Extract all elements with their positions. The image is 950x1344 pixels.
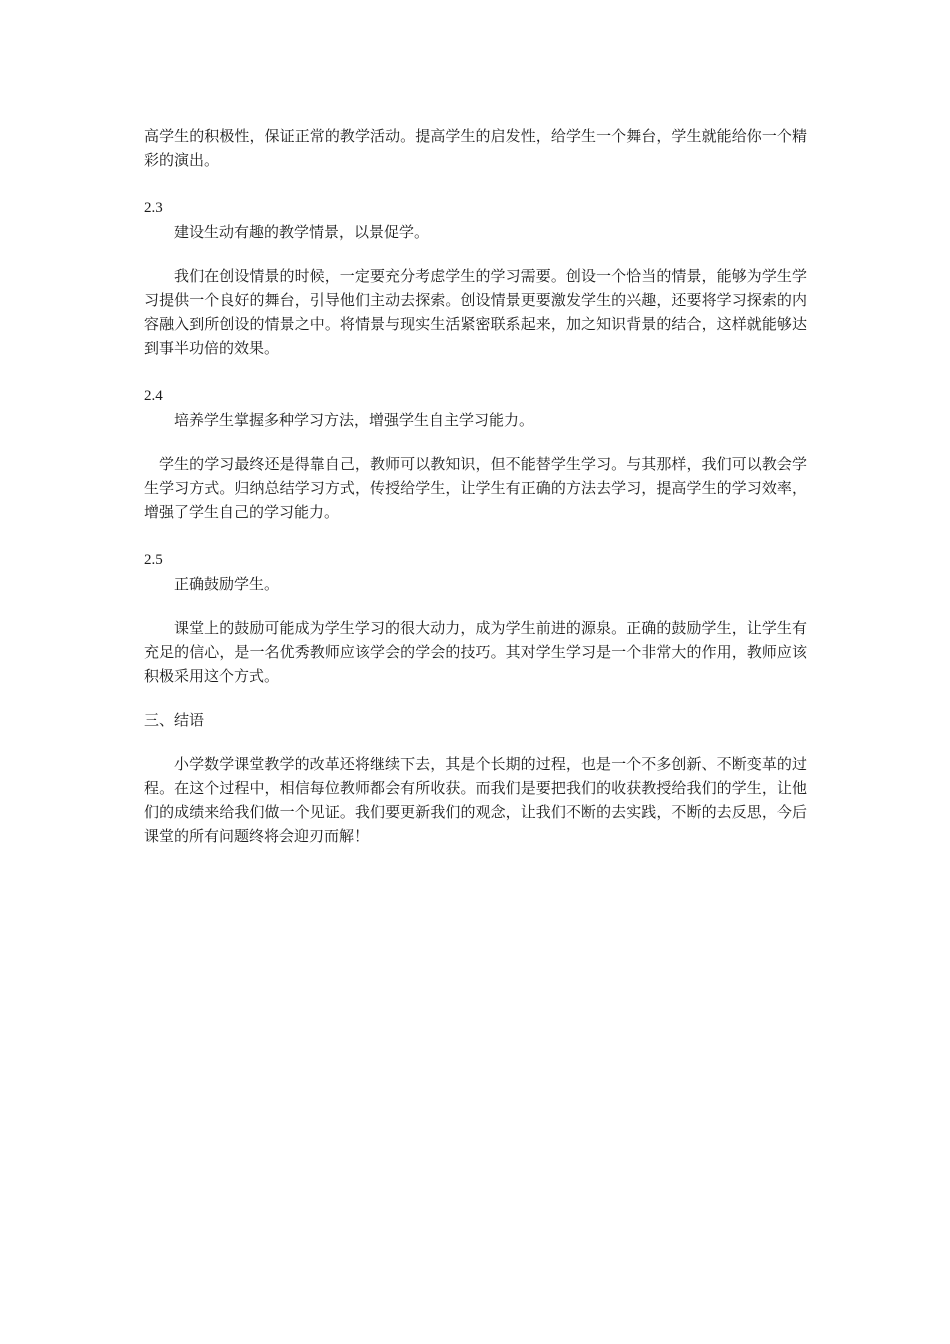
conclusion-heading: 三、结语	[144, 711, 205, 729]
section-body: 我们在创设情景的时候，一定要充分考虑学生的学习需要。创设一个恰当的情景，能够为学生学习提供一个良好的舞台，引导他们主动去探索。创设情景更要激发学生的兴趣，还要将学习探索的内容融入到所创设的情景之中。将情景与现实生活紧密联系起来，加之知识背景的结合，这样就能够达到事半功倍的效果。	[144, 267, 807, 357]
section-number: 2.5	[144, 552, 163, 568]
section-number: 2.4	[144, 388, 163, 404]
spacer	[144, 244, 807, 264]
document-body	[144, 124, 807, 848]
conclusion-body: 小学数学课堂教学的改革还将继续下去，其是个长期的过程，也是一个不多创新、不断变革的过程。在这个过程中，相信每位教师都会有所收获。而我们是要把我们的收获教授给我们的学生，让他们的成绩来给我们做一个见证。我们要更新我们的观念，让我们不断的去实践，不断的去反思，今后课堂的所有问题终将会迎刃而解！	[144, 755, 807, 845]
section-heading: 正确鼓励学生。	[174, 575, 280, 593]
section-body: 课堂上的鼓励可能成为学生学习的很大动力，成为学生前进的源泉。正确的鼓励学生，让学生有充足的信心，是一名优秀教师应该学会的学会的技巧。其对学生学习是一个非常大的作用，教师应该积极采用这个方式。	[144, 619, 807, 685]
section-heading: 建设生动有趣的教学情景，以景促学。	[174, 223, 430, 241]
section-number: 2.3	[144, 200, 163, 216]
spacer	[144, 432, 807, 452]
section-heading: 培养学生掌握多种学习方法，增强学生自主学习能力。	[174, 411, 535, 429]
spacer	[144, 172, 807, 196]
intro-paragraph: 高学生的积极性，保证正常的教学活动。提高学生的启发性，给学生一个舞台，学生就能给你一个精彩的演出。	[144, 127, 807, 169]
spacer	[144, 688, 807, 708]
spacer	[144, 524, 807, 548]
spacer	[144, 360, 807, 384]
spacer	[144, 732, 807, 752]
section-body: 学生的学习最终还是得靠自己，教师可以教知识，但不能替学生学习。与其那样，我们可以教会学生学习方式。归纳总结学习方式，传授给学生，让学生有正确的方法去学习，提高学生的学习效率，增强了学生自己的学习能力。	[144, 455, 807, 521]
spacer	[144, 596, 807, 616]
